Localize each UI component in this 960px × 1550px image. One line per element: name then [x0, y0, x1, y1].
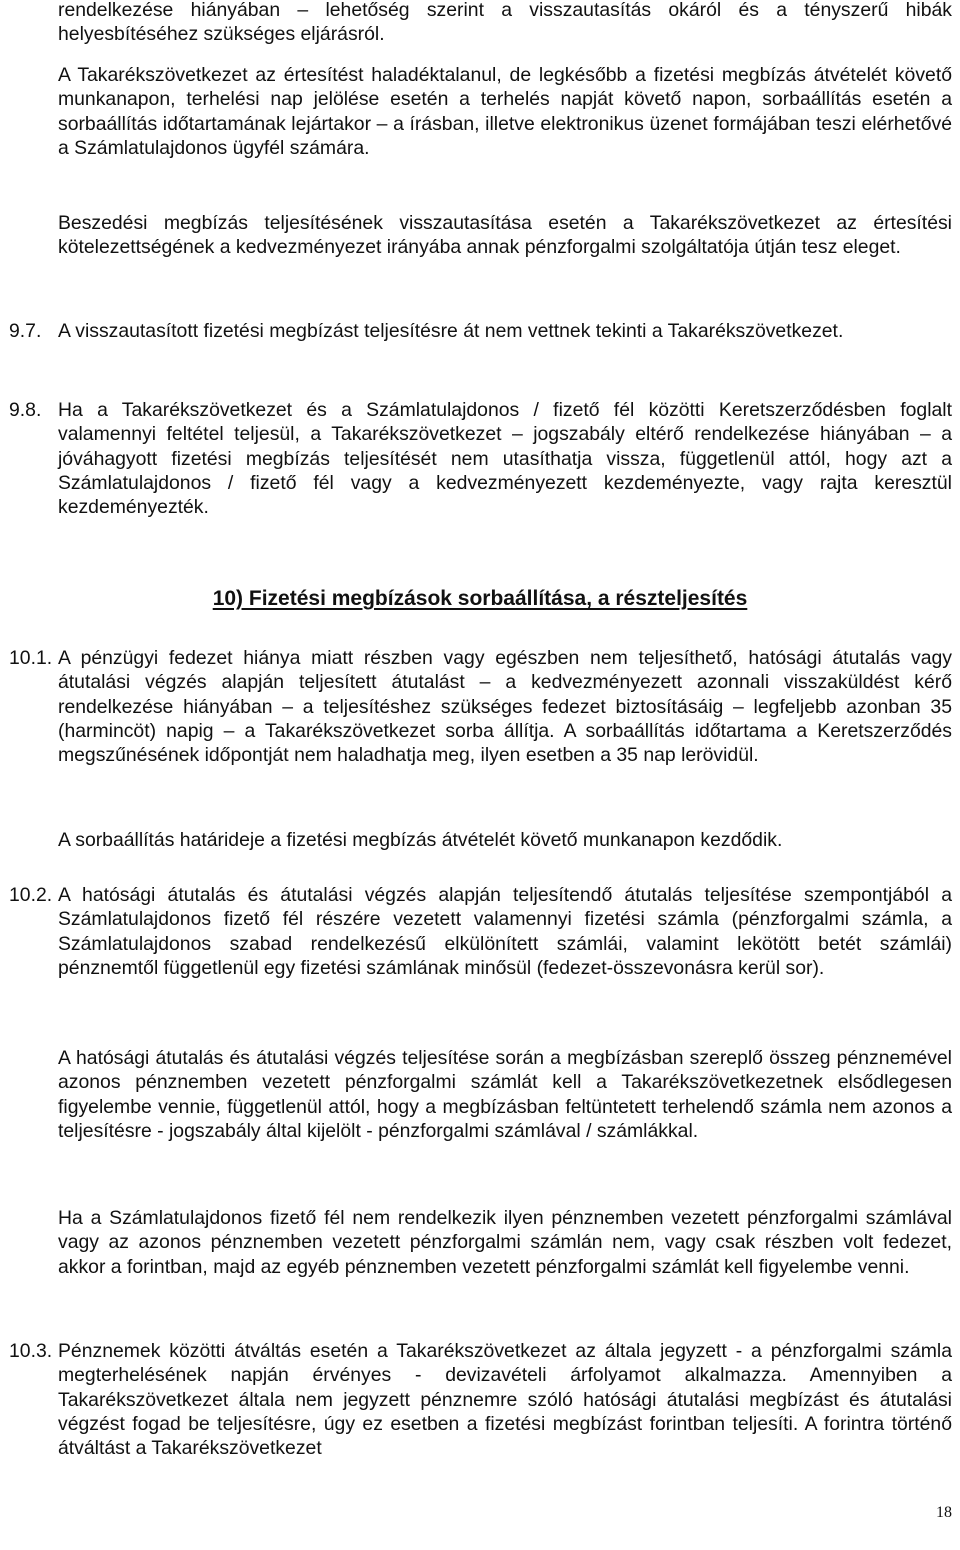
section-heading-text: 10) Fizetési megbízások sorbaállítása, a részteljesítés: [212, 587, 748, 610]
section-10-2-forint: Ha a Számlatulajdonos fizető fél nem rendelkezik ilyen pénznemben vezetett pénzforgalmi számlával vagy az azonos pénznemben vezetett pénzforgalmi számlán nem, vagy csak részben volt fedezet, akkor a forintban, majd az egyéb pénznemben vezetett pénzforgalmi számlát kell figyelembe venni.: [58, 1207, 952, 1278]
section-10-2-currency: A hatósági átutalás és átutalási végzés teljesítése során a megbízásban szereplő összeg pénznemével azonos pénznemben vezetett pénzforgalmi számlát kell a Takarékszövetkezetnek elsődlegesen figyelembe vennie, függetlenül attól, hogy a megbízásban feltüntetett terhelendő számla nem azonos a teljesítésre - jogszabály által kijelölt - pénzforgalmi számlával / számlákkal.: [58, 1047, 952, 1142]
section-10-1-deadline: A sorbaállítás határideje a fizetési megbízás átvételét követő munkanapon kezdődik.: [58, 829, 783, 851]
section-number-10-3: 10.3.: [9, 1340, 53, 1362]
page-number: 18: [936, 1504, 952, 1521]
section-heading: [0, 586, 960, 612]
section-9-7-text: A visszautasított fizetési megbízást teljesítésre át nem vettnek tekinti a Takarékszövetkezet.: [58, 320, 844, 342]
section-number-9-7: 9.7.: [9, 320, 42, 342]
section-9-8-text: Ha a Takarékszövetkezet és a Számlatulajdonos / fizető fél közötti Keretszerződésben foglalt valamennyi feltétel teljesül, a Takarékszövetkezet – jogszabály eltérő rendelkezése hiányában – a jóváhagyott fizetési megbízás teljesítését nem utasíthatja vissza, függetlenül attól, hogy azt a Számlatulajdonos / fizető fél vagy a kedvezményezett kezdeményezte, vagy rajta keresztül kezdeményezték.: [58, 399, 952, 519]
paragraph-continuation: rendelkezése hiányában – lehetőség szerint a visszautasítás okáról és a tényszerű hibák helyesbítéséhez szükséges eljárásról.: [58, 0, 952, 46]
section-number-10-1: 10.1.: [9, 647, 53, 669]
section-number-9-8: 9.8.: [9, 399, 42, 421]
section-10-2-text: A hatósági átutalás és átutalási végzés alapján teljesítendő átutalás teljesítése szempontjából a Számlatulajdonos fizető fél részére vezetett valamennyi fizetési számla (pénzforgalmi számla, a Számlatulajdonos szabad rendelkezésű elkülönített számlái, valamint lekötött betét számlái) pénznemtől függetlenül egy fizetési számlának minősül (fedezet-összevonásra kerül sor).: [58, 884, 952, 979]
section-number-10-2: 10.2.: [9, 884, 53, 906]
section-10-1-text: A pénzügyi fedezet hiánya miatt részben vagy egészben nem teljesíthető, hatósági átutalás vagy átutalási végzés alapján teljesített átutalást – a kedvezményezett azonnali visszaküldést kérő rendelkezése hiányában – a teljesítéshez szükséges fedezet biztosításáig – legfeljebb azonban 35 (harmincöt) napig – a Takarékszövetkezet sorba állítja. A sorbaállítás időtartama a Keretszerződés megszűnésének időpontját nem haladhatja meg, ilyen esetben a 35 nap lerövidül.: [58, 647, 952, 767]
section-10-3-text: Pénznemek közötti átváltás esetén a Takarékszövetkezet az általa jegyzett - a pénzforgalmi számla megterhelésének napján érvényes - devizavételi árfolyamot alkalmazza. Amennyiben a Takarékszövetkezet általa nem jegyzett pénznemre szóló hatósági átutalási megbízást és átutalási végzést fogad be teljesítésre, úgy ez esetben a fizetési megbízást forintban teljesíti. A forintra történő átváltást a Takarékszövetkezet: [58, 1340, 952, 1460]
paragraph-notification: A Takarékszövetkezet az értesítést haladéktalanul, de legkésőbb a fizetési megbízás átvételét követő munkanapon, terhelési nap jelölése esetén a terhelés napját követő napon, sorbaállítás esetén a sorbaállítás időtartamának lejártakor – a írásban, illetve elektronikus üzenet formájában teszi elérhetővé a Számlatulajdonos ügyfél számára.: [58, 64, 952, 159]
paragraph-collection-rejection: Beszedési megbízás teljesítésének visszautasítása esetén a Takarékszövetkezet az értesítési kötelezettségének a kedvezményezet irányába annak pénzforgalmi szolgáltatója útján tesz eleget.: [58, 212, 952, 259]
